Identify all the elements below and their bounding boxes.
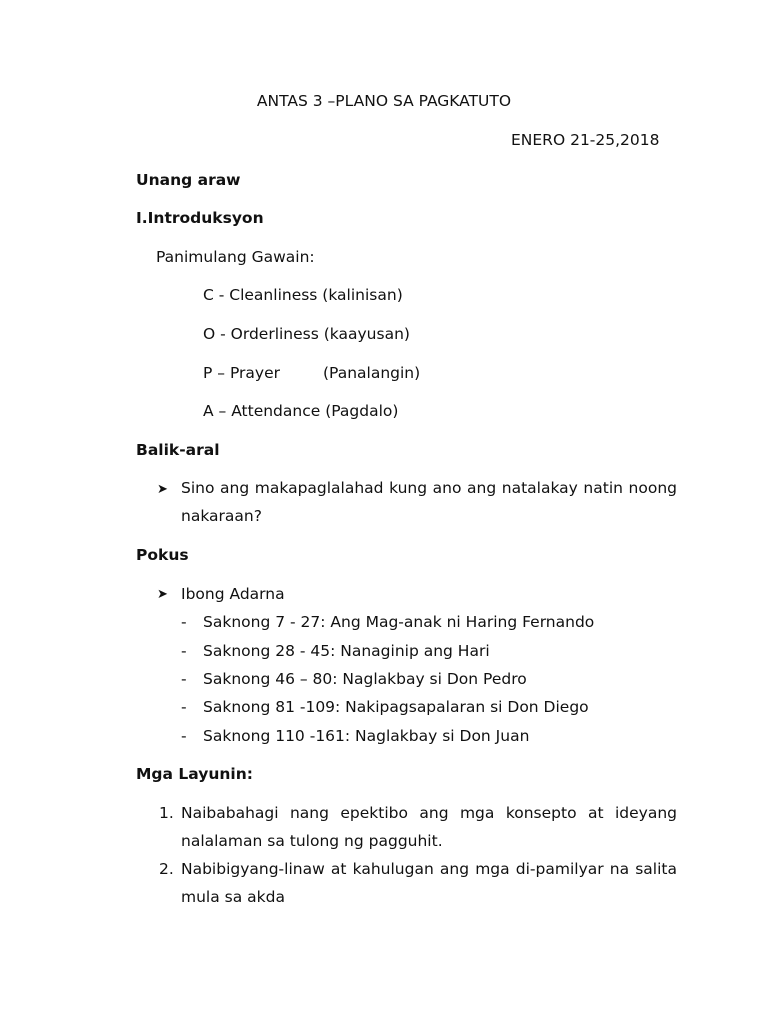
- copa-item-p-term: P – Prayer: [203, 364, 280, 382]
- copa-item-c: C - Cleanliness (kalinisan): [203, 286, 403, 304]
- copa-item-p-translation: (Panalangin): [323, 364, 421, 382]
- focus-title: Ibong Adarna: [181, 585, 285, 603]
- objective-number: 1.: [159, 804, 174, 822]
- dash-bullet: -: [181, 613, 187, 631]
- arrow-bullet-icon: ➤: [157, 587, 168, 602]
- objectives-heading: Mga Layunin:: [136, 765, 253, 783]
- document-title: ANTAS 3 –PLANO SA PAGKATUTO: [256, 92, 512, 110]
- review-question: Sino ang makapaglalahad kung ano ang natalakay natin noong nakaraan?: [181, 479, 677, 525]
- copa-item-o: O - Orderliness (kaayusan): [203, 325, 410, 343]
- intro-subheading: Panimulang Gawain:: [156, 248, 315, 266]
- dash-bullet: -: [181, 670, 187, 688]
- stanza-item: Saknong 28 - 45: Nanaginip ang Hari: [203, 642, 490, 660]
- copa-item-p: [203, 364, 420, 382]
- stanza-item: Saknong 46 – 80: Naglakbay si Don Pedro: [203, 670, 527, 688]
- day-heading: Unang araw: [136, 171, 241, 189]
- arrow-bullet-icon: ➤: [157, 482, 168, 497]
- objective-item: Nabibigyang-linaw at kahulugan ang mga di-pamilyar na salita mula sa akda: [181, 860, 677, 906]
- copa-item-a: A – Attendance (Pagdalo): [203, 402, 399, 420]
- intro-heading: I.Introduksyon: [136, 209, 264, 227]
- document-date: ENERO 21-25,2018: [511, 131, 660, 149]
- focus-heading: Pokus: [136, 546, 189, 564]
- objective-item: Naibabahagi nang epektibo ang mga konsepto at ideyang nalalaman sa tulong ng pagguhit.: [181, 804, 677, 850]
- stanza-item: Saknong 7 - 27: Ang Mag-anak ni Haring Fernando: [203, 613, 595, 631]
- dash-bullet: -: [181, 727, 187, 745]
- stanza-item: Saknong 110 -161: Naglakbay si Don Juan: [203, 727, 530, 745]
- objective-number: 2.: [159, 860, 174, 878]
- review-heading: Balik-aral: [136, 441, 220, 459]
- dash-bullet: -: [181, 698, 187, 716]
- stanza-item: Saknong 81 -109: Nakipagsapalaran si Don Diego: [203, 698, 589, 716]
- dash-bullet: -: [181, 642, 187, 660]
